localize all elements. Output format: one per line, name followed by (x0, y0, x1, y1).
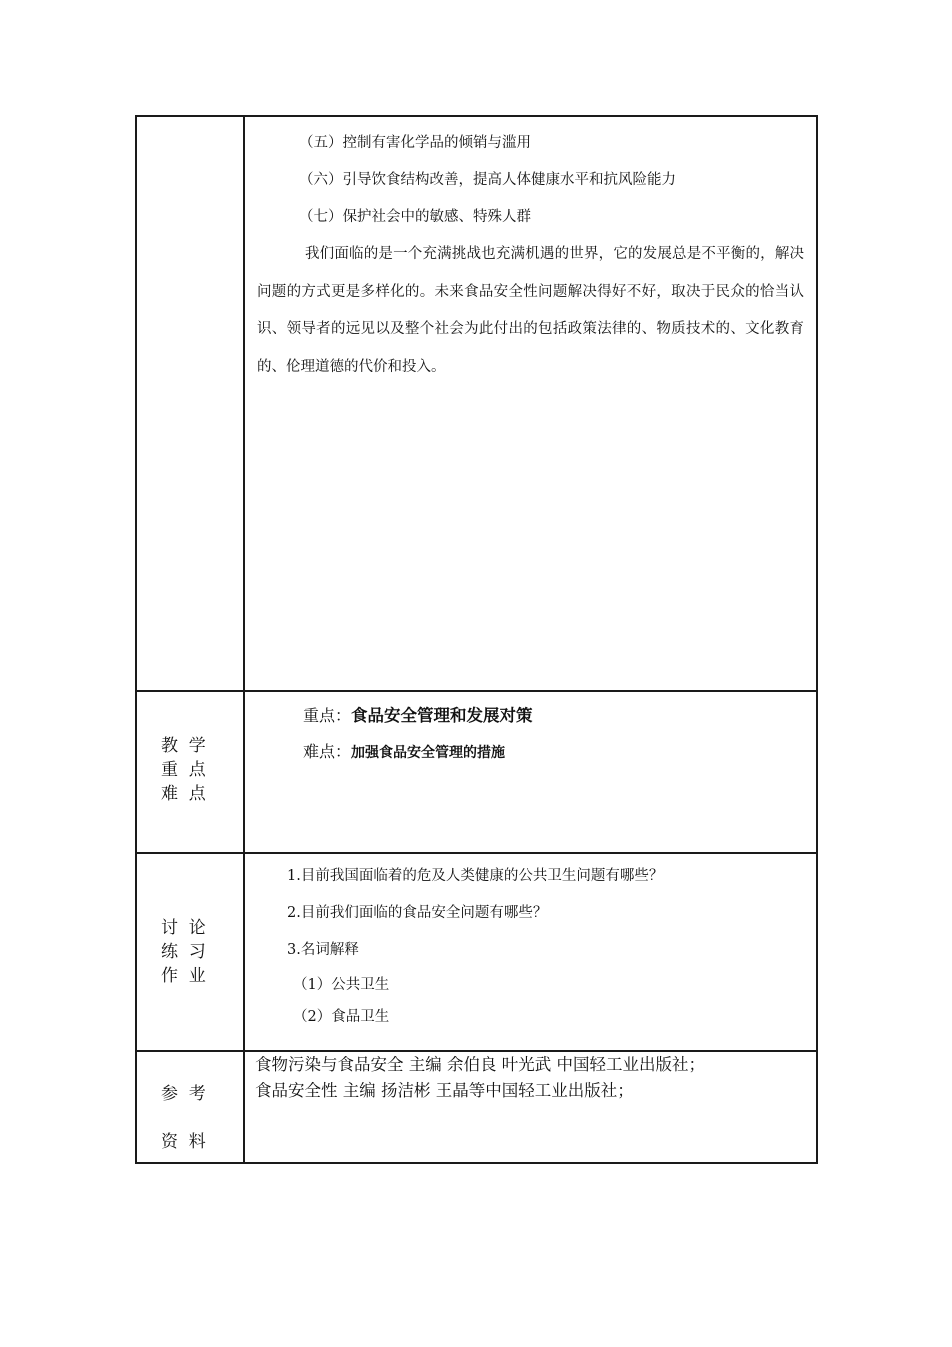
references-label: 参 考 资 料 (161, 1084, 206, 1152)
reference-2: 食品安全性 主编 扬洁彬 王晶等中国轻工业出版社； (255, 1081, 634, 1100)
key-points-label: 教 学 重 点 难 点 (161, 736, 206, 804)
key-points-label-cell (136, 691, 244, 853)
lesson-plan-table (135, 115, 818, 1164)
references-label-cell (136, 1051, 244, 1163)
focus-value: 食品安全管理和发展对策 (351, 706, 533, 725)
term-1: （1）公共卫生 (293, 977, 390, 993)
references-cell (244, 1051, 817, 1163)
exercises-row (136, 853, 817, 1051)
question-3: 3.名词解释 (287, 942, 359, 958)
exercises-cell (244, 853, 817, 1051)
references-row (136, 1051, 817, 1163)
summary-paragraph: 我们面临的是一个充满挑战也充满机遇的世界，它的发展总是不平衡的，解决问题的方式更是多样化的。未来食品安全性问题解决得好不好，取决于民众的恰当认识、领导者的远见以及整个社会为此付出的包括政策法律的、物质技术的、文化教育的、伦理道德的代价和投入。 (257, 246, 804, 375)
content-label-cell (136, 116, 244, 691)
measure-item-6: （六）引导饮食结构改善，提高人体健康水平和抗风险能力 (299, 172, 676, 188)
content-cell (244, 116, 817, 691)
exercises-label-cell (136, 853, 244, 1051)
focus-point: 重点：食品安全管理和发展对策 (303, 706, 533, 725)
term-2: （2）食品卫生 (293, 1009, 390, 1025)
reference-1: 食物污染与食品安全 主编 余伯良 叶光武 中国轻工业出版社； (255, 1055, 705, 1074)
difficulty-value: 加强食品安全管理的措施 (351, 745, 506, 761)
question-2: 2.目前我们面临的食品安全问题有哪些？ (287, 905, 548, 921)
difficulty-point: 难点：加强食品安全管理的措施 (303, 742, 506, 761)
key-points-row (136, 691, 817, 853)
measure-item-5: （五）控制有害化学品的倾销与滥用 (299, 135, 531, 151)
content-row (136, 116, 817, 691)
key-points-cell (244, 691, 817, 853)
exercises-label: 讨 论 练 习 作 业 (161, 918, 206, 986)
question-1: 1.目前我国面临着的危及人类健康的公共卫生问题有哪些？ (287, 868, 664, 884)
measure-item-7: （七）保护社会中的敏感、特殊人群 (299, 209, 531, 225)
